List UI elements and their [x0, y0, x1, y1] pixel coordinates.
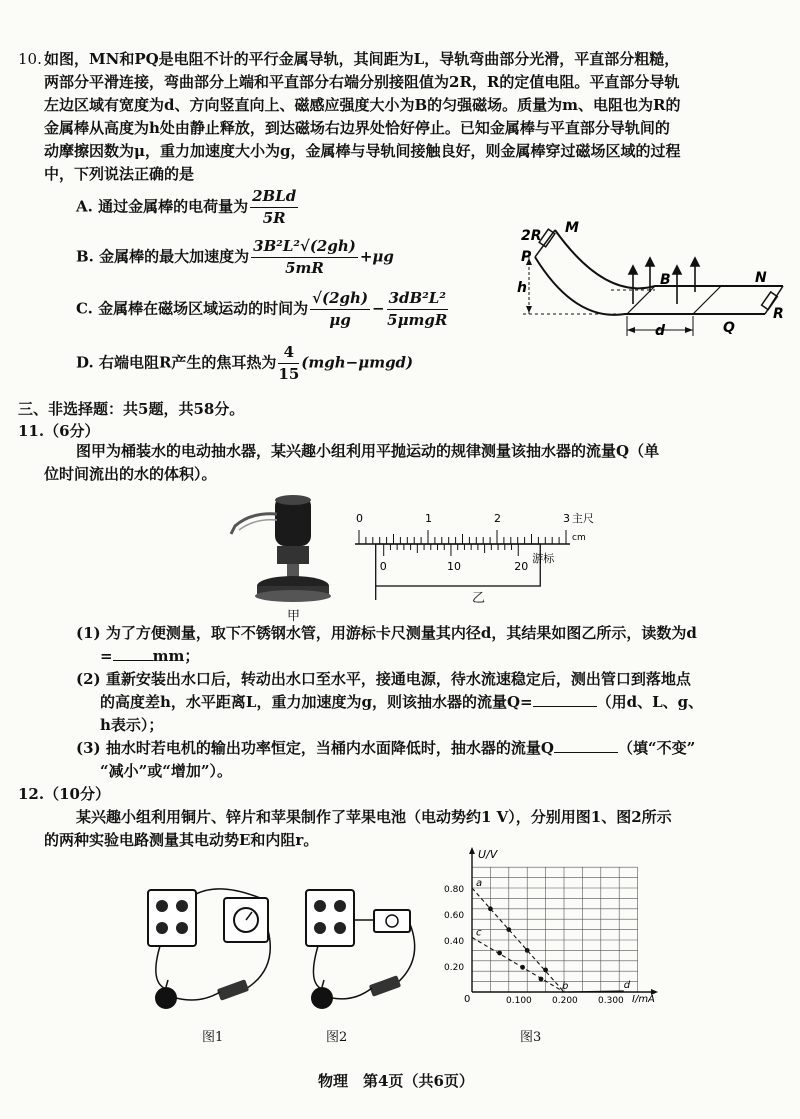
main-scale-tick-0: 0 [356, 512, 363, 525]
option-c-denominator-1: μg [329, 311, 351, 329]
q11-part-3-line-1 [76, 737, 695, 760]
fig-1-caption: 图1 [202, 1030, 224, 1045]
data-point-ab-2 [525, 948, 530, 953]
x-axis-label: I/mA [632, 994, 655, 1005]
part-1-id: (1) [76, 624, 101, 642]
page-footer: 物理 第4页（共6页） [318, 1072, 474, 1090]
q10-stem-line-3: 左边区域有宽度为d、方向竖直向上、磁感应强度大小为B的匀强磁场。质量为m、电阻也为R的 [44, 96, 681, 114]
answer-blank-flow[interactable] [554, 752, 618, 753]
line-c-d [472, 937, 564, 992]
point-label-d: d [623, 980, 631, 991]
y-tick-0.40: 0.40 [444, 937, 465, 947]
circuit-figure-2 [298, 880, 428, 1020]
option-c-label: C. [76, 299, 93, 318]
part-2-text-3: （用d、L、g、 [596, 693, 704, 711]
option-b-denominator: 5mR [285, 259, 324, 277]
option-a-fraction [250, 186, 298, 229]
point-label-b: b [562, 981, 569, 992]
part-2-text-2: 的高度差h，水平距离L，重力加速度为g，则该抽水器的流量Q= [100, 693, 533, 711]
q12-intro-line-2: 的两种实验电路测量其电动势E和内阻r。 [44, 831, 319, 849]
answer-blank-d[interactable] [113, 660, 153, 661]
circuit-figure-1 [140, 880, 280, 1020]
label-p: P [521, 249, 532, 265]
x-tick-0.300: 0.300 [598, 996, 624, 1006]
q11-part-2-line-1 [76, 668, 691, 691]
point-label-c: c [476, 927, 482, 939]
section-3-heading: 三、非选择题：共5题，共58分。 [18, 400, 245, 418]
q10-option-c [76, 288, 450, 331]
label-m: M [565, 220, 579, 236]
switch-2-icon [369, 975, 401, 997]
unit-label: cm [572, 533, 586, 543]
label-r: R [773, 306, 784, 322]
q10-stem-line-4: 金属棒从高度为h处由静止释放，到达磁场右边界处恰好停止。已知金属棒与平直部分导轨间的 [44, 119, 670, 137]
fig-3-caption: 图3 [520, 1030, 542, 1045]
main-scale-tick-1: 1 [425, 512, 432, 525]
label-q: Q [723, 320, 735, 336]
q12-header: 12.（10分） [18, 785, 110, 803]
q11-header: 11.（6分） [18, 422, 100, 440]
q11-intro-line-2: 位时间流出的水的体积）。 [44, 465, 217, 483]
option-d-tail: (mgh−μmgd) [301, 353, 414, 372]
label-b: B [660, 272, 671, 288]
y-tick-0.60: 0.60 [444, 911, 465, 921]
u-i-graph [440, 842, 670, 1017]
water-pump-figure [225, 490, 335, 615]
q10-stem-line-2: 两部分平滑连接，弯曲部分上端和平直部分右端分别接阻值为2R，R的定值电阻。平直部分导轨 [44, 73, 680, 91]
part-3-id: (3) [76, 739, 101, 757]
point-label-a: a [476, 878, 483, 889]
option-b-label: B. [76, 247, 94, 266]
fig-2-caption: 图2 [326, 1030, 348, 1045]
q11-part-2-line-2 [100, 691, 703, 714]
resistance-box-icon [148, 890, 196, 946]
q10-stem-line-1: 如图，MN和PQ是电阻不计的平行金属导轨，其间距为L，导轨弯曲部分光滑，平直部分粗糙， [44, 50, 680, 68]
apple-2-icon [311, 987, 333, 1009]
q10-option-a [76, 186, 300, 229]
part-2-id: (2) [76, 670, 101, 688]
data-point-cd-2 [539, 977, 544, 982]
option-a-label: A. [76, 197, 93, 216]
graph-grid [472, 867, 638, 992]
vernier-label: 游标 [532, 552, 555, 565]
ammeter-icon [374, 910, 410, 932]
option-d-label: D. [76, 353, 94, 372]
part-3-text: 抽水时若电机的输出功率恒定，当桶内水面降低时，抽水器的流量Q [105, 739, 554, 757]
y-axis-label: U/V [478, 848, 498, 861]
option-a-text: 通过金属棒的电荷量为 [98, 197, 249, 216]
option-c-fraction-1 [310, 288, 370, 331]
data-point-cd-0 [497, 951, 502, 956]
q10-option-d [76, 342, 413, 385]
q11-part-2-line-3: h表示）； [100, 716, 164, 734]
option-c-fraction-2 [387, 288, 448, 331]
label-n: N [755, 270, 767, 286]
label-h: h [517, 280, 527, 296]
data-point-cd-1 [520, 965, 525, 970]
label-d: d [655, 323, 666, 339]
option-d-denominator: 15 [278, 365, 300, 383]
part-1-equals: = [100, 647, 113, 665]
option-d-fraction [278, 342, 299, 385]
q10-stem-line-6: 中，下列说法正确的是 [44, 165, 195, 183]
q12-intro-line-1: 某兴趣小组利用铜片、锌片和苹果制作了苹果电池（电动势约1 V），分别用图1、图2所示 [76, 808, 672, 826]
origin-label: 0 [464, 994, 471, 1005]
x-tick-0.200: 0.200 [552, 996, 578, 1006]
q10-rail-diagram [515, 212, 785, 347]
option-a-numerator: 2BLd [250, 186, 298, 208]
option-c-text: 金属棒在磁场区域运动的时间为 [98, 299, 309, 318]
vernier-tick-10: 10 [446, 560, 461, 573]
resistance-box-2-icon [306, 890, 354, 946]
data-point-ab-0 [488, 906, 493, 911]
part-1-text: 为了方便测量，取下不锈钢水管，用游标卡尺测量其内径d，其结果如图乙所示，读数为d [105, 624, 697, 642]
y-tick-0.20: 0.20 [444, 963, 465, 973]
q10-stem-line-5: 动摩擦因数为μ，重力加速度大小为g，金属棒与导轨间接触良好，则金属棒穿过磁场区域的过程 [44, 142, 681, 160]
option-d-text: 右端电阻R产生的焦耳热为 [98, 353, 277, 372]
data-point-ab-1 [506, 927, 511, 932]
q10-option-b [76, 236, 394, 279]
option-d-numerator: 4 [278, 342, 299, 364]
y-tick-0.80: 0.80 [444, 885, 465, 895]
data-point-ab-3 [543, 968, 548, 973]
main-scale-tick-2: 2 [494, 512, 501, 525]
main-scale-tick-3: 3 [563, 512, 570, 525]
option-c-numerator-1: √(2gh) [310, 288, 370, 310]
option-b-numerator: 3B²L²√(2gh) [251, 236, 358, 258]
part-3-text-2: （填“不变” [617, 739, 696, 757]
q11-intro-line-1: 图甲为桶装水的电动抽水器，某兴趣小组利用平抛运动的规律测量该抽水器的流量Q（单 [76, 442, 660, 460]
q10-number: 10. [18, 50, 42, 68]
q11-part-1-line-2 [100, 645, 199, 668]
apple-icon [155, 987, 177, 1009]
fig-jia-caption: 甲 [287, 609, 301, 624]
q11-part-1-line-1 [76, 622, 697, 645]
option-c-denominator-2: 5μmgR [387, 311, 448, 329]
option-c-numerator-2: 3dB²L² [387, 288, 448, 310]
option-a-denominator: 5R [262, 209, 286, 227]
option-b-tail: +μg [359, 247, 394, 266]
label-2r: 2R [521, 228, 542, 244]
switch-icon [217, 979, 249, 1001]
option-b-fraction [251, 236, 358, 279]
answer-blank-q[interactable] [533, 706, 597, 707]
part-1-unit: mm； [152, 647, 200, 665]
part-2-text: 重新安装出水口后，转动出水口至水平，接通电源，待水流速稳定后，测出管口到落地点 [105, 670, 691, 688]
q11-part-3-line-2: “减小”或“增加”）。 [100, 762, 233, 780]
vernier-tick-20: 20 [514, 560, 529, 573]
fig-yi-caption: 乙 [472, 591, 486, 606]
main-scale-label: 主尺 [572, 512, 594, 525]
vernier-tick-0: 0 [379, 560, 387, 573]
option-c-minus: − [372, 299, 385, 318]
option-b-text: 金属棒的最大加速度为 [99, 247, 250, 266]
x-tick-0.100: 0.100 [506, 996, 532, 1006]
